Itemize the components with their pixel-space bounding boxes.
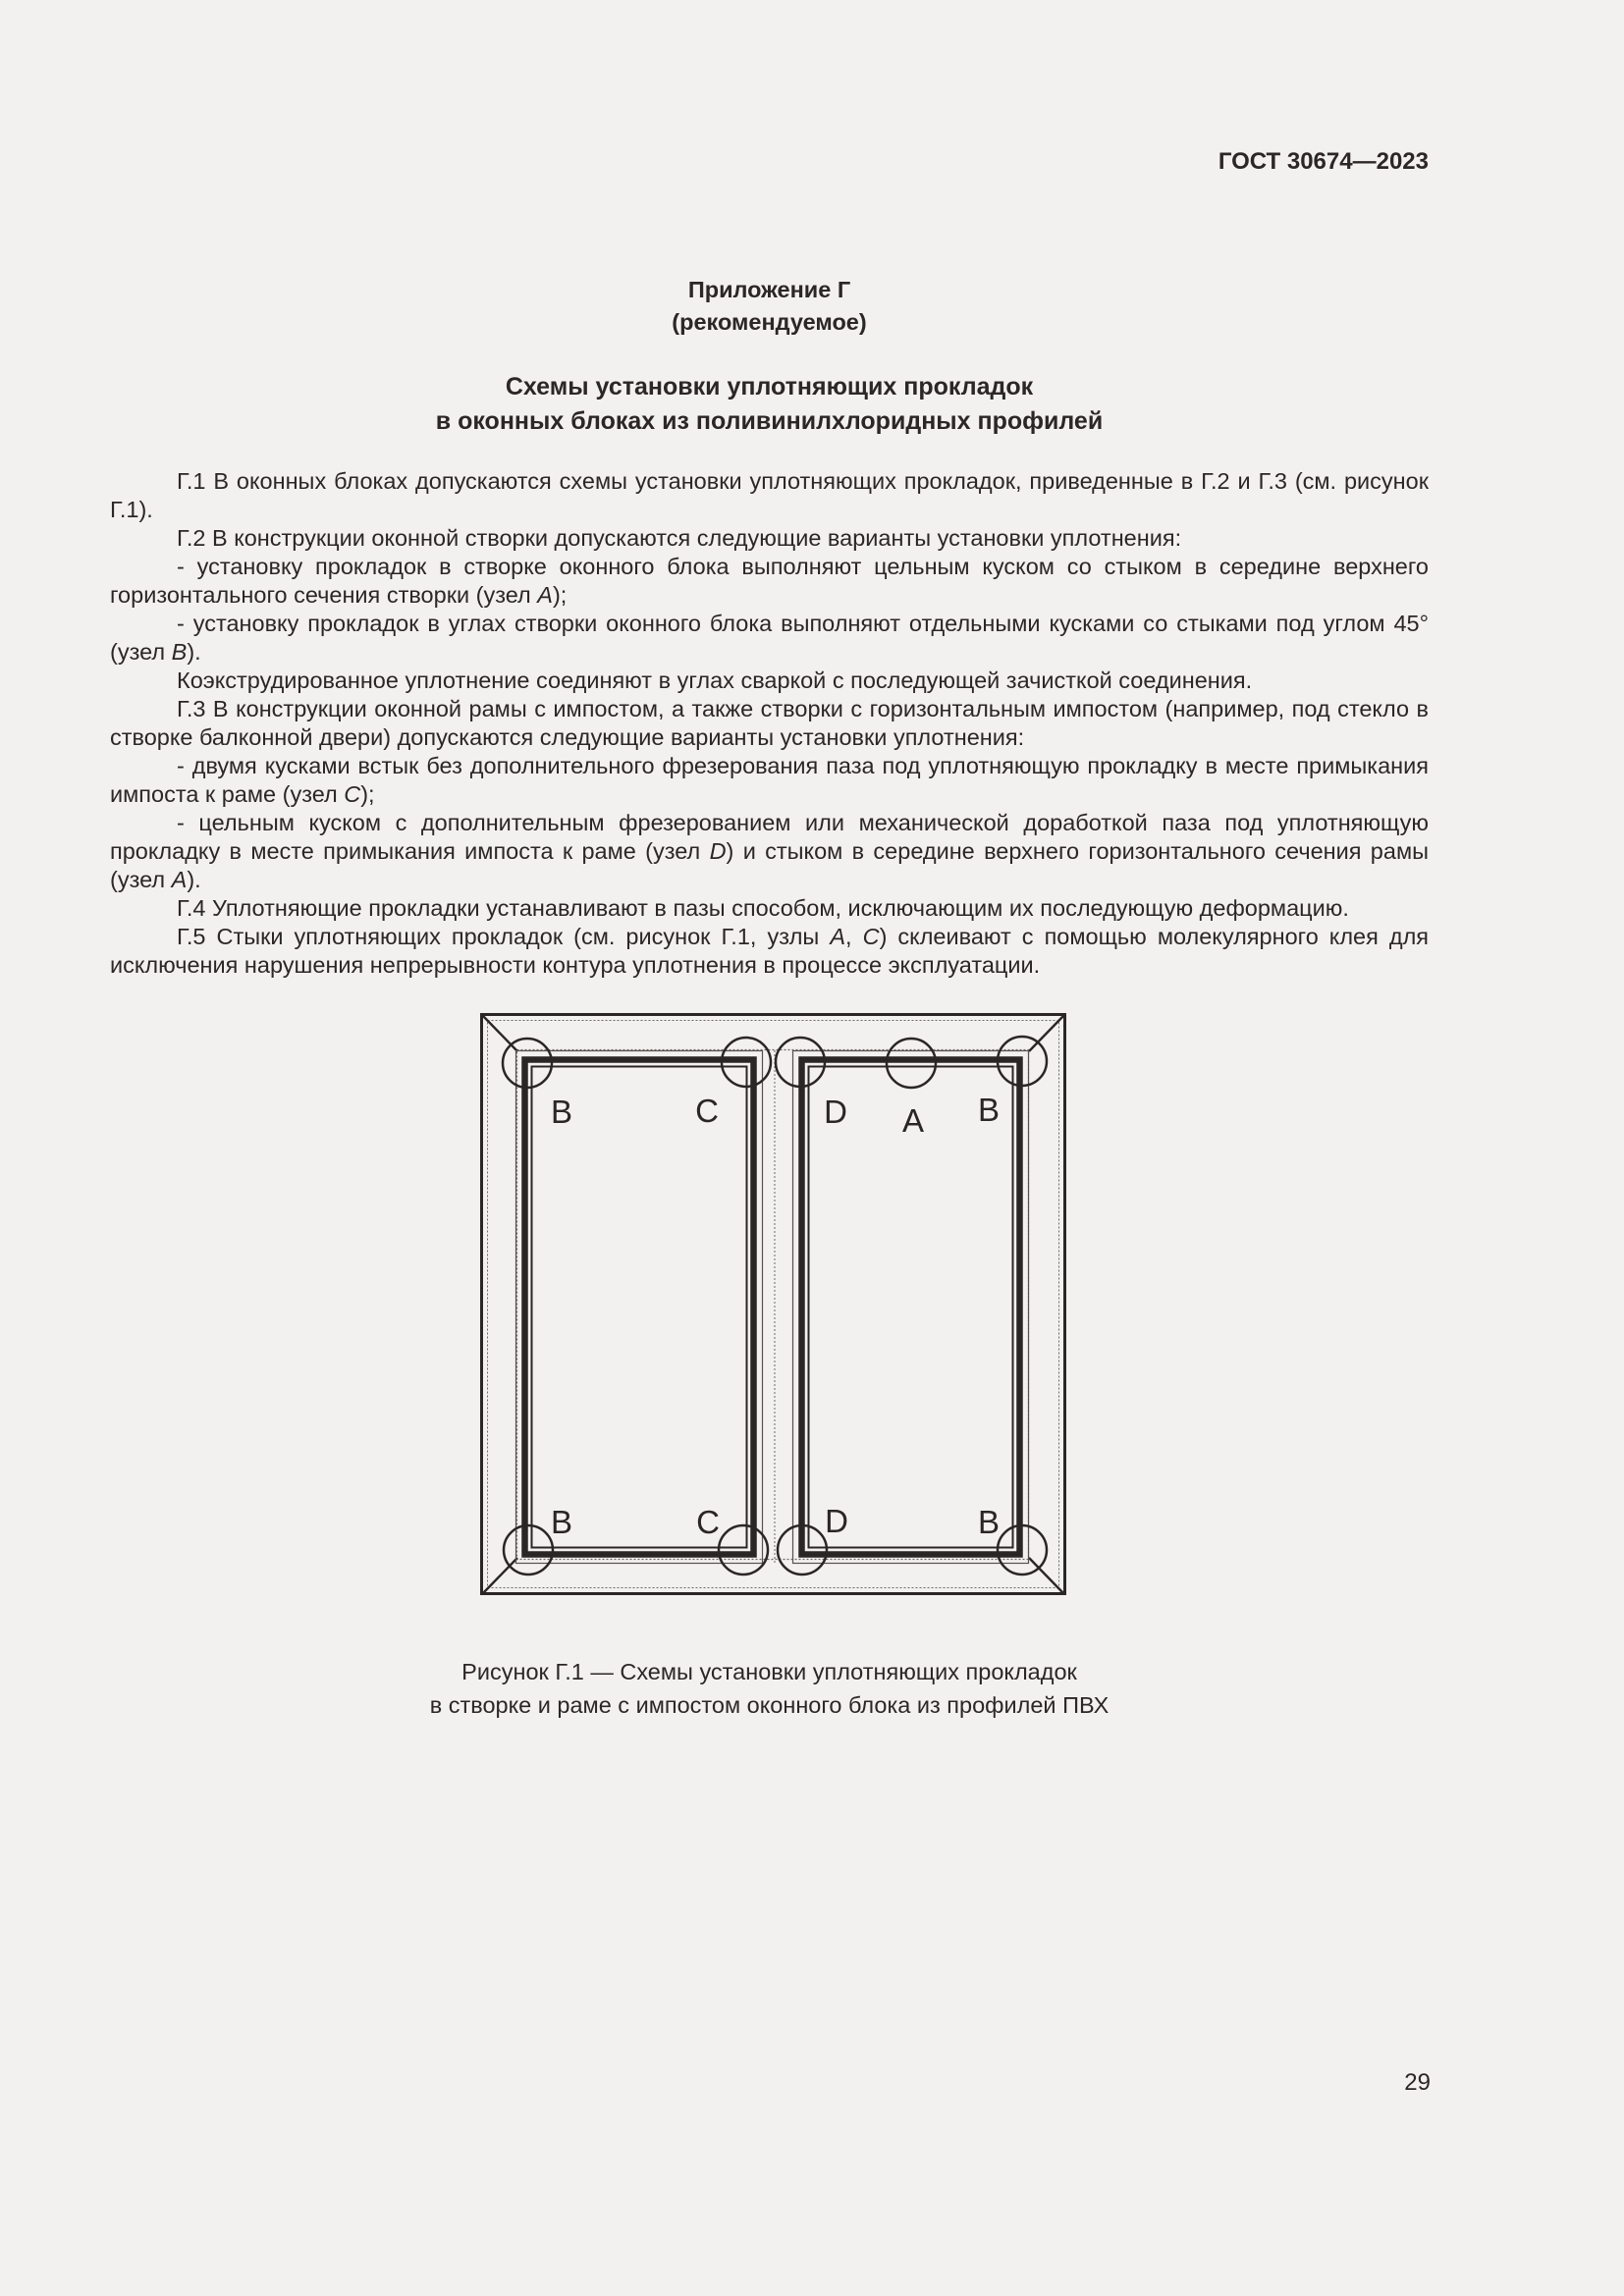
- node-letter: A: [830, 924, 846, 949]
- joint-circle: [719, 1525, 768, 1575]
- node-label-a-top: A: [901, 1102, 925, 1139]
- paragraph: [110, 695, 1429, 752]
- text-run: ) склеивают с помощью молекулярного клея для исключения нарушения непрерывности контура уплотнения в процессе эксплуатации.: [110, 924, 1430, 978]
- text-run: - установку прокладок в углах створки оконного блока выполняют отдельными кусками со стыками под углом 45° (узел: [110, 611, 1429, 665]
- text-run: Г.4 Уплотняющие прокладки устанавливают в пазы способом, исключающим их последующую деформацию.: [177, 895, 1349, 921]
- node-label-d-top: D: [824, 1094, 847, 1130]
- text-run: ) и стыком в середине верхнего горизонтального сечения рамы (узел: [110, 838, 1429, 892]
- text-run: );: [360, 781, 375, 807]
- paragraph: [110, 667, 1429, 695]
- joint-circle: [504, 1525, 553, 1575]
- node-label-c-bottom: C: [696, 1504, 720, 1540]
- paragraph: [110, 923, 1429, 980]
- node-letter: B: [171, 639, 188, 665]
- text-run: Г.2 В конструкции оконной створки допускаются следующие варианты установки уплотнения:: [177, 525, 1182, 551]
- paragraph: [110, 553, 1429, 610]
- text-run: - цельным куском с дополнительным фрезерованием или механической доработкой паза под уплотняющую прокладку в месте примыкания импоста к раме (узел: [110, 810, 1429, 864]
- appendix-label: Приложение Г: [687, 277, 851, 302]
- node-label-c-top: C: [695, 1093, 719, 1129]
- node-letter: C: [862, 924, 880, 949]
- node-labels: [551, 1092, 1000, 1540]
- node-letter: A: [171, 867, 188, 892]
- node-label-b-top-right: B: [977, 1092, 1001, 1128]
- text-run: Г.3 В конструкции оконной рамы с импостом, а также створки с горизонтальным импостом (например, под стекло в створке балконной двери) допускаются следующие варианты установки уплотнения:: [110, 696, 1429, 750]
- node-label-b-bottom-left: B: [550, 1504, 573, 1540]
- left-sash-gasket-line: [525, 1060, 754, 1555]
- text-run: ).: [187, 639, 201, 665]
- left-sash-inner-line: [532, 1067, 747, 1548]
- figure-caption: [110, 1655, 1429, 1722]
- text-run: ).: [187, 867, 201, 892]
- section-title-line2: в оконных блоках из поливинилхлоридных профилей: [435, 407, 1104, 435]
- text-run: );: [552, 582, 568, 608]
- figure-diagram: [480, 1013, 1066, 1596]
- figure-caption-line1: Рисунок Г.1 — Схемы установки уплотняющих прокладок: [461, 1659, 1077, 1684]
- miter-line-top-left: [483, 1016, 517, 1051]
- paragraph: [110, 467, 1429, 524]
- paragraph: [110, 752, 1429, 809]
- node-label-b-top-left: B: [550, 1094, 573, 1130]
- frame-opening-edge: [517, 1050, 1029, 1560]
- section-title-line1: Схемы установки уплотняющих прокладок: [505, 373, 1034, 400]
- node-label-d-bottom: D: [825, 1503, 848, 1539]
- page-number: 29: [1404, 2069, 1431, 2096]
- appendix-status: (рекомендуемое): [672, 309, 867, 335]
- right-sash-inner-line: [809, 1067, 1013, 1548]
- node-letter: C: [344, 781, 361, 807]
- text-run: - установку прокладок в створке оконного блока выполняют цельным куском со стыком в середине верхнего горизонтального сечения створки (узел: [110, 554, 1429, 608]
- node-label-b-bottom-right: B: [977, 1504, 1001, 1540]
- frame-inner-offset-line: [488, 1021, 1059, 1588]
- paragraph: [110, 809, 1429, 894]
- paragraph: [110, 894, 1429, 923]
- text-run: Коэкструдированное уплотнение соединяют в углах сваркой с последующей зачисткой соединения.: [177, 667, 1253, 693]
- miter-line-top-right: [1029, 1016, 1063, 1051]
- text-run: Г.5 Стыки уплотняющих прокладок (см. рисунок Г.1, узлы: [177, 924, 831, 949]
- body-paragraphs: [110, 467, 1429, 980]
- joint-circle: [887, 1039, 936, 1088]
- doc-code-header: ГОСТ 30674—2023: [1218, 148, 1429, 175]
- paragraph: [110, 610, 1429, 667]
- section-title: [110, 370, 1429, 439]
- paragraph: [110, 524, 1429, 553]
- figure-caption-line2: в створке и раме с импостом оконного блока из профилей ПВХ: [429, 1692, 1110, 1718]
- text-run: ,: [845, 924, 863, 949]
- text-run: - двумя кусками встык без дополнительного фрезерования паза под уплотняющую прокладку в месте примыкания импоста к раме (узел: [110, 753, 1429, 807]
- node-letter: A: [537, 582, 553, 608]
- text-run: Г.1 В оконных блоках допускаются схемы установки уплотняющих прокладок, приведенные в Г.2 и Г.3 (см. рисунок Г.1).: [110, 468, 1429, 522]
- node-letter: D: [709, 838, 727, 864]
- appendix-heading: [110, 274, 1429, 339]
